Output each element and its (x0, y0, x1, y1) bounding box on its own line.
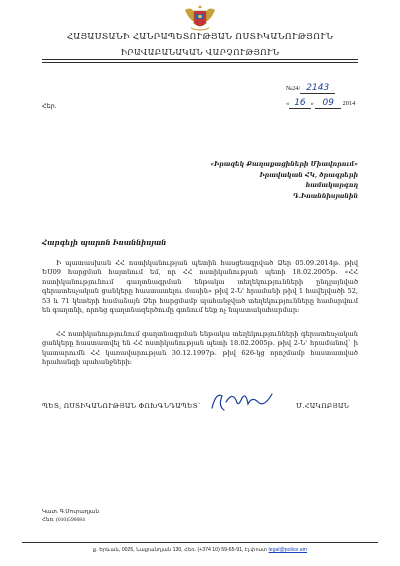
ministry-title: ՀԱՅԱՍՏԱՆԻ ՀԱՆՐԱՊԵՏՈՒԹՅԱՆ ՈՍՏԻԿԱՆՈՒԹՅՈՒՆ (66, 32, 334, 42)
date-line: « 16 » 09 2014 (286, 98, 356, 108)
coat-of-arms-icon (183, 4, 217, 34)
date-day: 16 (289, 98, 310, 109)
footer-rule (22, 542, 378, 543)
addressee-block (138, 160, 358, 202)
addressee-line-2: Իրավական ՀԿ, ծրագրերի (259, 171, 358, 179)
signatory-title: ՊԵՏ, ՈՍՏԻԿԱՆՈՒԹՅԱՆ ՓՈԽԳՆԴԱՊԵՏ` (42, 402, 202, 410)
handwritten-signature (208, 388, 278, 416)
footer-address: ք. Երևան, 0025, Նալբանդյան 130, Հեռ. (+374 10) 59-65-91, էլ.փոստ legal@police.am (93, 547, 307, 553)
greeting: Հարգելի պարոն Իոաննիսյան (42, 238, 167, 247)
date-month: 09 (315, 98, 340, 109)
reference-number-value: 2143 (300, 83, 335, 94)
executor-name: Կատ. Գ.Մուրադյան (42, 509, 100, 515)
city-label: Հեր. (42, 103, 57, 110)
reference-number: №24/ 2143 (286, 83, 335, 94)
executor-phone: Հեռ. (010)596684 (42, 517, 85, 523)
department-title: ԻՐԱՎԱԲԱՆԱԿԱՆ ՎԱՐՉՈՒԹՅՈՒՆ (120, 47, 280, 57)
footer-email-link[interactable]: legal@police.am (268, 547, 307, 553)
header-rule-thin (42, 62, 358, 63)
date-year: 2014 (342, 100, 356, 107)
addressee-line-3: համակարգող (305, 182, 358, 189)
body-paragraph-2: ՀՀ ոստիկանությունում գաղտնագրման ենթակա տեղեկությունների գերատեսչական ցանկերը հաստատվել են ՀՀ ոստիկանության պետի 18.02.2005թ. թիվ 2-Նՙ հրամանով` ի կատարումն ՀՀ կառավարության 30.12.1997թ. թիվ 626-կց որոշմամբ հաստատված հրահանգի պահանջների: (42, 330, 358, 367)
header-rule-thick (42, 59, 358, 60)
body-paragraph-1: Ի պատասխան ՀՀ ոստիկանության պետին հասցեագրված Ձեր 05.09.2014թ. թիվ ԵՍ09 հարցման հայտնում եմ, որ ՀՀ ոստիկանության պետի 18.02.2005թ. «ՀՀ ոստիկանությունում գաղտնագրման ենթակա տեղեկությունների ընդլայնված գերատեսչական ցանկերը հաստատելու մասին» թիվ 2-Նՙ հրամանի թիվ 1 հավելվածի 52, 53 և 71 կետերի համաձայն Ձեր հարցմամբ պահանջված տեղեկությունները համարվում են գաղտնի, որոնց գաղտնազերծումը գտնում ենք ոչ նպատակահարմար: (42, 259, 358, 315)
addressee-line-1: «Իրազեկ Քաղաքացիների Միավորում» (210, 161, 358, 168)
signatory-name: Մ.ՀԱԿՈԲՅԱՆ (296, 402, 350, 410)
addressee-line-4: Դ.Իոաննիսյանին (293, 192, 358, 200)
